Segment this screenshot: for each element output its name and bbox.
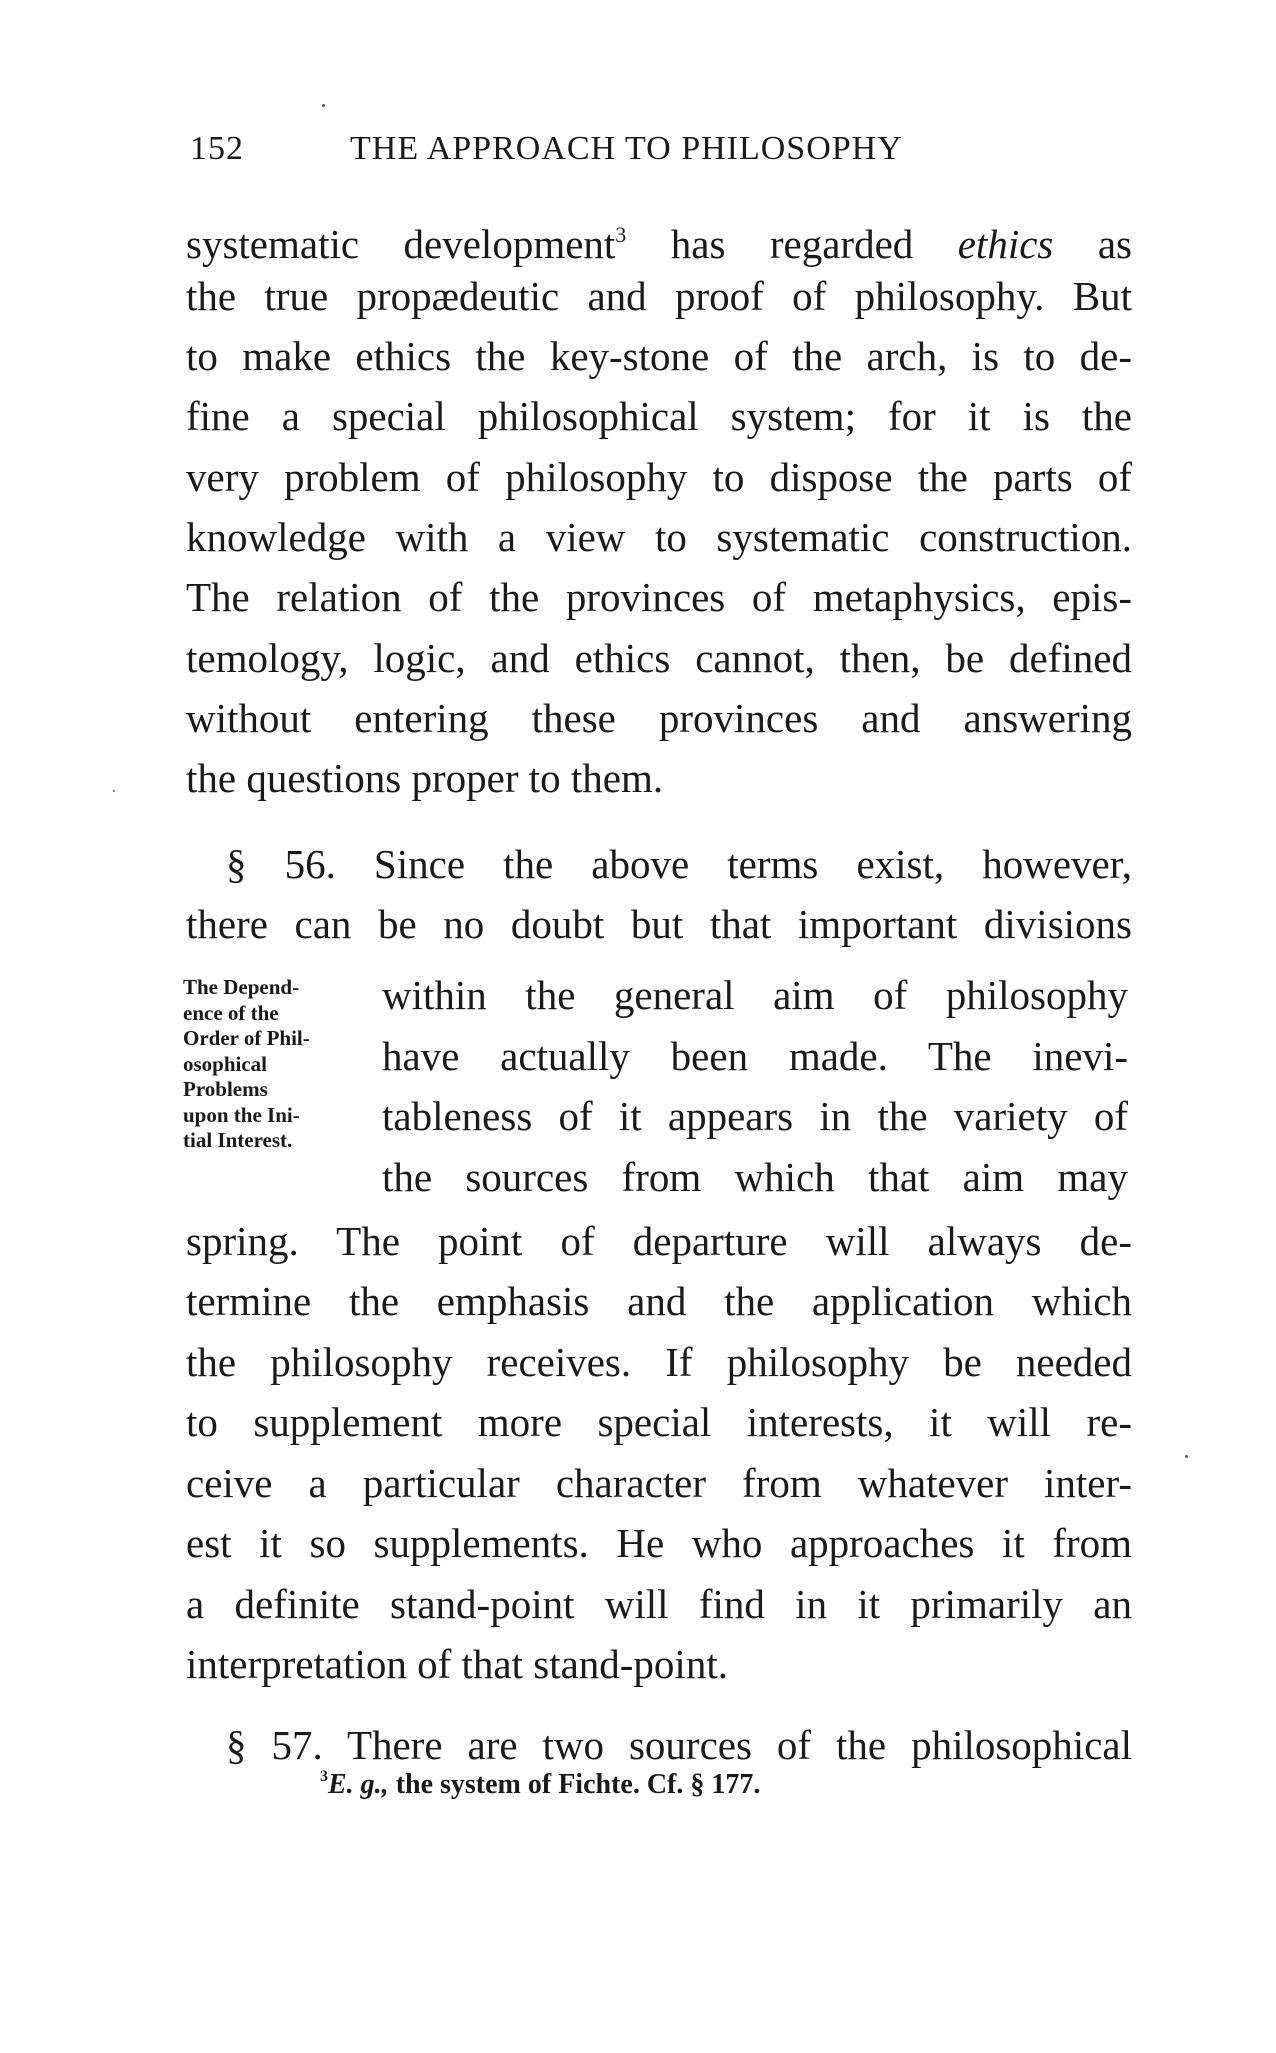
text-line: tableness of it appears in the variety of (382, 1093, 1128, 1139)
text-line: the true propædeutic and proof of philosophy. But (186, 273, 1132, 319)
scan-speck (113, 790, 115, 792)
text-line: to supplement more special interests, it will re- (186, 1399, 1132, 1445)
text-line: to make ethics the key-stone of the arch, is to de- (186, 333, 1132, 379)
text-line: within the general aim of philosophy (382, 972, 1128, 1018)
margin-note-line: osophical (183, 1051, 268, 1076)
text-line: temology, logic, and ethics cannot, then, be defined (186, 635, 1132, 681)
text-line: The relation of the provinces of metaphysics, epis- (186, 574, 1132, 620)
text-line: have actually been made. The inevi- (382, 1033, 1128, 1079)
section-57-start: § 57. There are two sources of the philosophical (226, 1722, 1132, 1768)
footnote-italic: E. g., (328, 1769, 389, 1800)
text-line-1: systematic development$^3$ has regarded ethics as (186, 221, 1132, 267)
margin-note-line: tial Interest. (183, 1128, 293, 1152)
text-line: interpretation of that stand-point. (186, 1641, 728, 1687)
section-56-start: § 56. Since the above terms exist, however, (226, 841, 1132, 887)
text-line: a definite stand-point will find in it primarily an (186, 1581, 1132, 1627)
footnote-marker: 3 (320, 1768, 328, 1785)
margin-note-line: ence of the (183, 1000, 279, 1025)
text-line: termine the emphasis and the application which (186, 1278, 1132, 1324)
running-head (190, 130, 1000, 174)
margin-note-line: upon the Ini- (183, 1102, 300, 1127)
margin-note-line: Problems (183, 1077, 268, 1101)
text-line: the questions proper to them. (186, 755, 664, 801)
footnote-text: the system of Fichte. Cf. § 177. (388, 1769, 761, 1800)
margin-note-line: Order of Phil- (183, 1026, 310, 1050)
margin-note (183, 975, 383, 1154)
text-line: the sources from which that aim may (382, 1154, 1128, 1200)
scan-speck (1185, 1455, 1188, 1458)
text-line: very problem of philosophy to dispose the parts of (186, 454, 1132, 500)
scan-speck (322, 104, 325, 107)
text-line: the philosophy receives. If philosophy be needed (186, 1339, 1132, 1385)
text-line: ceive a particular character from whatever inter- (186, 1460, 1132, 1506)
text-line: est it so supplements. He who approaches it from (186, 1520, 1132, 1566)
text-line: without entering these provinces and answering (186, 695, 1132, 741)
text-line: knowledge with a view to systematic construction. (186, 514, 1132, 560)
page-number: 152 (190, 130, 244, 167)
footnote (320, 1768, 1020, 1801)
running-title: THE APPROACH TO PHILOSOPHY (350, 130, 903, 167)
margin-note-line: The Depend- (183, 975, 300, 999)
text-line: there can be no doubt but that important divisions (186, 901, 1132, 947)
text-line: spring. The point of departure will always de- (186, 1218, 1132, 1264)
text-line: fine a special philosophical system; for it is the (186, 393, 1132, 439)
